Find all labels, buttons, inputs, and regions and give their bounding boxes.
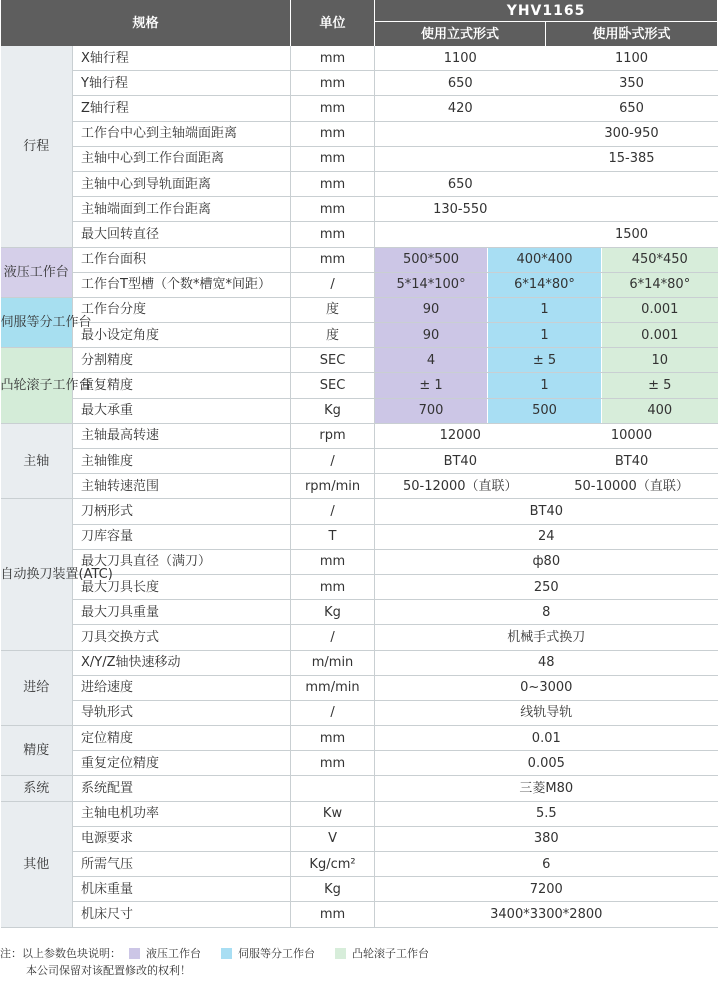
header-spec: 规格	[1, 0, 291, 46]
table-row	[1, 146, 718, 171]
row-item: 主轴最高转速	[73, 423, 291, 448]
table-row	[1, 373, 718, 398]
value-common: BT40	[375, 499, 718, 524]
value-horizontal: 650	[546, 96, 718, 121]
row-unit: Kg	[291, 398, 375, 423]
value-hydraulic: ± 1	[375, 373, 488, 398]
row-item: 刀柄形式	[73, 499, 291, 524]
value-horizontal: 15-385	[546, 146, 718, 171]
table-row	[1, 675, 718, 700]
row-unit: rpm/min	[291, 474, 375, 499]
value-hydraulic: 500*500	[375, 247, 488, 272]
value-common: ф80	[375, 549, 718, 574]
row-unit: 度	[291, 297, 375, 322]
category-travel: 行程	[1, 46, 73, 247]
row-item: 分割精度	[73, 348, 291, 373]
value-common: 线轨导轨	[375, 700, 718, 725]
table-row	[1, 71, 718, 96]
legend-label-servo: 伺服等分工作台	[238, 947, 315, 960]
row-item: Z轴行程	[73, 96, 291, 121]
table-row	[1, 625, 718, 650]
value-horizontal: 50-10000（直联）	[546, 474, 718, 499]
table-row	[1, 852, 718, 877]
value-horizontal	[546, 171, 718, 196]
row-unit: Kg	[291, 600, 375, 625]
row-item: 导轨形式	[73, 700, 291, 725]
value-cam: 0.001	[602, 323, 718, 348]
row-unit: mm	[291, 197, 375, 222]
row-item: 机床尺寸	[73, 902, 291, 927]
row-unit: /	[291, 499, 375, 524]
row-unit: /	[291, 700, 375, 725]
legend-swatch-hydraulic	[129, 948, 140, 959]
table-row	[1, 877, 718, 902]
row-unit: mm	[291, 171, 375, 196]
value-hydraulic: 700	[375, 398, 488, 423]
value-cam: ± 5	[602, 373, 718, 398]
category-precision: 精度	[1, 726, 73, 776]
table-row	[1, 826, 718, 851]
row-unit: mm	[291, 902, 375, 927]
category-system: 系统	[1, 776, 73, 801]
value-vertical: 650	[375, 171, 546, 196]
table-row	[1, 46, 718, 71]
row-unit: /	[291, 449, 375, 474]
table-row	[1, 902, 718, 927]
row-unit: mm	[291, 222, 375, 247]
table-row	[1, 96, 718, 121]
row-item: 工作台分度	[73, 297, 291, 322]
table-row	[1, 700, 718, 725]
row-unit: mm	[291, 247, 375, 272]
row-item: X/Y/Z轴快速移动	[73, 650, 291, 675]
table-row	[1, 222, 718, 247]
value-vertical	[375, 146, 546, 171]
row-unit: m/min	[291, 650, 375, 675]
row-unit: 度	[291, 323, 375, 348]
row-item: 工作台面积	[73, 247, 291, 272]
value-common: 机械手式换刀	[375, 625, 718, 650]
value-vertical: 650	[375, 71, 546, 96]
legend-swatch-cam	[335, 948, 346, 959]
value-common: 7200	[375, 877, 718, 902]
row-unit: Kg	[291, 877, 375, 902]
row-unit: T	[291, 524, 375, 549]
value-servo: 1	[488, 323, 602, 348]
value-common: 5.5	[375, 801, 718, 826]
row-item: 主轴转速范围	[73, 474, 291, 499]
row-item: 所需气压	[73, 852, 291, 877]
row-item: 电源要求	[73, 826, 291, 851]
value-cam: 10	[602, 348, 718, 373]
row-unit: mm/min	[291, 675, 375, 700]
value-servo: 400*400	[488, 247, 602, 272]
row-unit	[291, 776, 375, 801]
header-vertical: 使用立式形式	[375, 22, 546, 47]
row-unit: mm	[291, 146, 375, 171]
row-item: 主轴锥度	[73, 449, 291, 474]
value-vertical: 130-550	[375, 197, 546, 222]
row-unit: V	[291, 826, 375, 851]
row-item: 系统配置	[73, 776, 291, 801]
row-unit: mm	[291, 96, 375, 121]
value-cam: 6*14*80°	[602, 272, 718, 297]
value-hydraulic: 90	[375, 323, 488, 348]
row-item: 最小设定角度	[73, 323, 291, 348]
row-unit: mm	[291, 726, 375, 751]
value-common: 6	[375, 852, 718, 877]
row-unit: mm	[291, 46, 375, 71]
header-model: YHV1165	[375, 0, 718, 22]
row-item: 最大刀具长度	[73, 574, 291, 599]
value-servo: ± 5	[488, 348, 602, 373]
legend-label-hydraulic: 液压工作台	[146, 947, 201, 960]
legend-prefix: 注：以上参数色块说明：	[0, 947, 121, 960]
rights-note: 本公司保留对该配置修改的权利！	[26, 964, 191, 977]
value-common: 0.005	[375, 751, 718, 776]
footnote	[0, 944, 717, 978]
row-unit: mm	[291, 574, 375, 599]
legend-swatch-servo	[221, 948, 232, 959]
value-common: 24	[375, 524, 718, 549]
table-row	[1, 801, 718, 826]
row-item: 重复定位精度	[73, 751, 291, 776]
value-vertical: 12000	[375, 423, 546, 448]
value-common: 3400*3300*2800	[375, 902, 718, 927]
table-row	[1, 474, 718, 499]
table-row	[1, 423, 718, 448]
row-item: 主轴中心到工作台面距离	[73, 146, 291, 171]
row-unit: mm	[291, 549, 375, 574]
legend	[0, 944, 717, 962]
row-item: 重复精度	[73, 373, 291, 398]
table-row	[1, 650, 718, 675]
row-unit: SEC	[291, 373, 375, 398]
row-unit: /	[291, 625, 375, 650]
row-item: 最大回转直径	[73, 222, 291, 247]
row-item: 最大刀具重量	[73, 600, 291, 625]
value-common: 三菱M80	[375, 776, 718, 801]
row-item: 工作台中心到主轴端面距离	[73, 121, 291, 146]
row-unit: mm	[291, 121, 375, 146]
table-row	[1, 247, 718, 272]
table-row	[1, 121, 718, 146]
table-row	[1, 726, 718, 751]
category-spindle: 主轴	[1, 423, 73, 499]
value-common: 0.01	[375, 726, 718, 751]
row-item: 主轴电机功率	[73, 801, 291, 826]
row-item: 工作台T型槽（个数*槽宽*间距）	[73, 272, 291, 297]
value-vertical: 420	[375, 96, 546, 121]
row-unit: SEC	[291, 348, 375, 373]
row-item: 定位精度	[73, 726, 291, 751]
category-feed: 进给	[1, 650, 73, 726]
table-row	[1, 272, 718, 297]
value-cam: 0.001	[602, 297, 718, 322]
value-servo: 1	[488, 297, 602, 322]
row-item: 进给速度	[73, 675, 291, 700]
value-cam: 400	[602, 398, 718, 423]
category-hydraulic: 液压工作台	[1, 247, 73, 297]
value-hydraulic: 5*14*100°	[375, 272, 488, 297]
value-vertical	[375, 222, 546, 247]
header-unit: 单位	[291, 0, 375, 46]
row-item: 主轴端面到工作台距离	[73, 197, 291, 222]
category-cam: 凸轮滚子工作台	[1, 348, 73, 424]
row-item: 最大刀具直径（满刀）	[73, 549, 291, 574]
legend-label-cam: 凸轮滚子工作台	[352, 947, 429, 960]
table-row	[1, 348, 718, 373]
value-horizontal: 1500	[546, 222, 718, 247]
row-unit: rpm	[291, 423, 375, 448]
value-horizontal: 1100	[546, 46, 718, 71]
header-horizontal: 使用卧式形式	[546, 22, 718, 47]
category-servo: 伺服等分工作台	[1, 297, 73, 347]
value-common: 48	[375, 650, 718, 675]
value-cam: 450*450	[602, 247, 718, 272]
value-servo: 500	[488, 398, 602, 423]
value-horizontal: 350	[546, 71, 718, 96]
row-unit: Kg/cm²	[291, 852, 375, 877]
value-common: 380	[375, 826, 718, 851]
value-hydraulic: 4	[375, 348, 488, 373]
table-row	[1, 197, 718, 222]
row-unit: Kw	[291, 801, 375, 826]
table-row	[1, 524, 718, 549]
table-row	[1, 171, 718, 196]
row-item: 主轴中心到导轨面距离	[73, 171, 291, 196]
row-unit: mm	[291, 751, 375, 776]
row-item: Y轴行程	[73, 71, 291, 96]
row-item: 刀具交换方式	[73, 625, 291, 650]
value-horizontal	[546, 197, 718, 222]
row-item: 刀库容量	[73, 524, 291, 549]
value-horizontal: 300-950	[546, 121, 718, 146]
table-row	[1, 751, 718, 776]
value-common: 250	[375, 574, 718, 599]
value-hydraulic: 90	[375, 297, 488, 322]
row-unit: mm	[291, 71, 375, 96]
value-servo: 1	[488, 373, 602, 398]
value-horizontal: 10000	[546, 423, 718, 448]
value-common: 8	[375, 600, 718, 625]
table-row	[1, 297, 718, 322]
category-other: 其他	[1, 801, 73, 927]
table-row	[1, 449, 718, 474]
table-row	[1, 398, 718, 423]
value-vertical	[375, 121, 546, 146]
value-horizontal: BT40	[546, 449, 718, 474]
row-unit: /	[291, 272, 375, 297]
value-vertical: BT40	[375, 449, 546, 474]
row-item: 最大承重	[73, 398, 291, 423]
category-atc: 自动换刀装置(ATC)	[1, 499, 73, 650]
table-row	[1, 499, 718, 524]
table-row	[1, 776, 718, 801]
table-row	[1, 600, 718, 625]
value-vertical: 1100	[375, 46, 546, 71]
value-vertical: 50-12000（直联）	[375, 474, 546, 499]
row-item: X轴行程	[73, 46, 291, 71]
value-common: 0~3000	[375, 675, 718, 700]
value-servo: 6*14*80°	[488, 272, 602, 297]
row-item: 机床重量	[73, 877, 291, 902]
table-row	[1, 323, 718, 348]
